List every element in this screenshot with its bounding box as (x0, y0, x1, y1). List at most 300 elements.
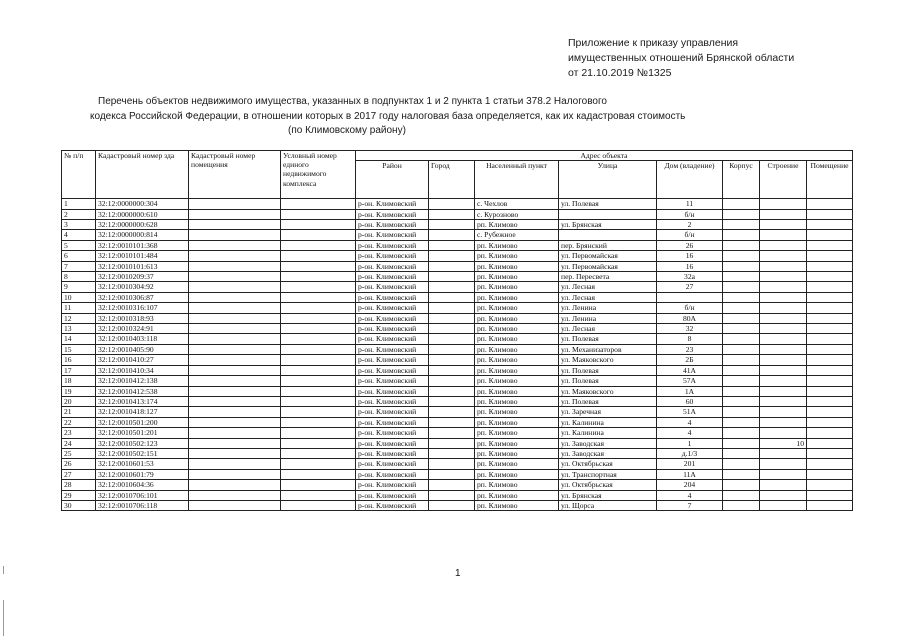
cell-cadastral-number: 32:12:0010405:90 (96, 344, 189, 354)
cell-stroenie (760, 199, 807, 209)
cell-city (429, 376, 475, 386)
cell-korpus (723, 324, 760, 334)
cell-house: 60 (657, 396, 723, 406)
cell-korpus (723, 500, 760, 510)
cell-row-number: 2 (62, 209, 96, 219)
cell-room-cadastral-number (189, 272, 281, 282)
cell-street: ул. Щорса (559, 500, 657, 510)
cell-stroenie (760, 376, 807, 386)
cell-city (429, 334, 475, 344)
cell-house: 41А (657, 365, 723, 375)
cell-house: 26 (657, 240, 723, 250)
cell-district: р-он. Климовский (356, 417, 429, 427)
cell-stroenie (760, 240, 807, 250)
cell-cadastral-number: 32:12:0010502:151 (96, 448, 189, 458)
cell-row-number: 28 (62, 480, 96, 490)
cell-conditional-number (281, 251, 356, 261)
cell-stroenie: 10 (760, 438, 807, 448)
table-row (62, 324, 853, 334)
cell-room-cadastral-number (189, 386, 281, 396)
cell-street: ул. Транспортная (559, 469, 657, 479)
cell-settlement: рп. Климово (475, 355, 559, 365)
cell-stroenie (760, 355, 807, 365)
header-street: Улица (559, 161, 657, 199)
cell-korpus (723, 334, 760, 344)
table-row (62, 480, 853, 490)
cell-row-number: 19 (62, 386, 96, 396)
cell-room-cadastral-number (189, 365, 281, 375)
cell-settlement: рп. Климово (475, 282, 559, 292)
cell-conditional-number (281, 313, 356, 323)
table-row (62, 386, 853, 396)
cell-stroenie (760, 334, 807, 344)
header-cond-num: Условный номер единого недвижимого комплекса (281, 151, 356, 199)
cell-conditional-number (281, 448, 356, 458)
cell-korpus (723, 230, 760, 240)
header-house: Дом (владение) (657, 161, 723, 199)
cell-room-cadastral-number (189, 459, 281, 469)
cell-row-number: 1 (62, 199, 96, 209)
cell-cadastral-number: 32:12:0010501:201 (96, 428, 189, 438)
cell-district: р-он. Климовский (356, 209, 429, 219)
cell-city (429, 230, 475, 240)
cell-cadastral-number: 32:12:0010403:118 (96, 334, 189, 344)
cell-row-number: 5 (62, 240, 96, 250)
cell-pomeschenie (807, 313, 853, 323)
cell-street: ул. Полевая (559, 199, 657, 209)
cell-settlement: рп. Климово (475, 480, 559, 490)
cell-pomeschenie (807, 417, 853, 427)
cell-district: р-он. Климовский (356, 324, 429, 334)
cell-city (429, 292, 475, 302)
cell-house: 32а (657, 272, 723, 282)
cell-city (429, 355, 475, 365)
cell-row-number: 18 (62, 376, 96, 386)
cell-pomeschenie (807, 490, 853, 500)
cell-conditional-number (281, 376, 356, 386)
cell-settlement: рп. Климово (475, 417, 559, 427)
cell-room-cadastral-number (189, 292, 281, 302)
cell-pomeschenie (807, 376, 853, 386)
cell-pomeschenie (807, 220, 853, 230)
property-register-table (61, 150, 853, 511)
cell-row-number: 7 (62, 261, 96, 271)
cell-conditional-number (281, 220, 356, 230)
cell-cadastral-number: 32:12:0010501:200 (96, 417, 189, 427)
cell-pomeschenie (807, 396, 853, 406)
cell-row-number: 29 (62, 490, 96, 500)
cell-city (429, 272, 475, 282)
header-cad-room: Кадастровый номер помещения (189, 151, 281, 199)
cell-house: б/н (657, 230, 723, 240)
cell-conditional-number (281, 272, 356, 282)
cell-settlement: рп. Климово (475, 220, 559, 230)
cell-stroenie (760, 220, 807, 230)
header-cad-building: Кадастровый номер зда (96, 151, 189, 199)
cell-settlement: рп. Климово (475, 396, 559, 406)
cell-room-cadastral-number (189, 220, 281, 230)
cell-district: р-он. Климовский (356, 292, 429, 302)
cell-cadastral-number: 32:12:0010101:368 (96, 240, 189, 250)
cell-room-cadastral-number (189, 448, 281, 458)
cell-pomeschenie (807, 407, 853, 417)
cell-room-cadastral-number (189, 438, 281, 448)
cell-stroenie (760, 272, 807, 282)
cell-settlement: рп. Климово (475, 303, 559, 313)
cell-city (429, 448, 475, 458)
cell-city (429, 407, 475, 417)
cell-room-cadastral-number (189, 313, 281, 323)
cell-house: 4 (657, 428, 723, 438)
cell-city (429, 282, 475, 292)
cell-settlement: рп. Климово (475, 272, 559, 282)
cell-cadastral-number: 32:12:0010101:613 (96, 261, 189, 271)
table-row (62, 355, 853, 365)
cell-conditional-number (281, 459, 356, 469)
cell-korpus (723, 438, 760, 448)
cell-cadastral-number: 32:12:0010502:123 (96, 438, 189, 448)
cell-row-number: 6 (62, 251, 96, 261)
cell-settlement: рп. Климово (475, 459, 559, 469)
cell-street: ул. Заводская (559, 438, 657, 448)
cell-settlement: рп. Климово (475, 386, 559, 396)
cell-street: ул. Брянская (559, 220, 657, 230)
cell-house: 2 (657, 220, 723, 230)
cell-row-number: 23 (62, 428, 96, 438)
cell-row-number: 30 (62, 500, 96, 510)
cell-stroenie (760, 282, 807, 292)
cell-settlement: с. Рубежное (475, 230, 559, 240)
cell-street: ул. Полевая (559, 365, 657, 375)
cell-house: 201 (657, 459, 723, 469)
cell-house: б/н (657, 303, 723, 313)
cell-settlement: рп. Климово (475, 334, 559, 344)
cell-cadastral-number: 32:12:0010418:127 (96, 407, 189, 417)
cell-row-number: 20 (62, 396, 96, 406)
appendix-line-3: от 21.10.2019 №1325 (568, 67, 672, 79)
cell-conditional-number (281, 407, 356, 417)
cell-room-cadastral-number (189, 344, 281, 354)
cell-stroenie (760, 480, 807, 490)
cell-room-cadastral-number (189, 199, 281, 209)
cell-row-number: 25 (62, 448, 96, 458)
cell-district: р-он. Климовский (356, 282, 429, 292)
cell-settlement: рп. Климово (475, 438, 559, 448)
cell-stroenie (760, 459, 807, 469)
cell-pomeschenie (807, 365, 853, 375)
cell-conditional-number (281, 344, 356, 354)
cell-house: 11А (657, 469, 723, 479)
cell-korpus (723, 344, 760, 354)
cell-street: ул. Лесная (559, 282, 657, 292)
cell-cadastral-number: 32:12:0010604:36 (96, 480, 189, 490)
cell-district: р-он. Климовский (356, 355, 429, 365)
cell-city (429, 261, 475, 271)
cell-room-cadastral-number (189, 396, 281, 406)
cell-row-number: 13 (62, 324, 96, 334)
cell-city (429, 469, 475, 479)
table-row (62, 282, 853, 292)
cell-settlement: рп. Климово (475, 469, 559, 479)
table-row (62, 365, 853, 375)
cell-cadastral-number: 32:12:0010706:118 (96, 500, 189, 510)
cell-street: ул. Первомайская (559, 261, 657, 271)
cell-settlement: рп. Климово (475, 490, 559, 500)
cell-street: пер. Брянский (559, 240, 657, 250)
cell-house: 4 (657, 490, 723, 500)
table-row (62, 272, 853, 282)
cell-korpus (723, 272, 760, 282)
cell-korpus (723, 376, 760, 386)
cell-street: ул. Ленина (559, 303, 657, 313)
cell-city (429, 428, 475, 438)
cell-room-cadastral-number (189, 261, 281, 271)
cell-pomeschenie (807, 438, 853, 448)
cell-korpus (723, 240, 760, 250)
cell-cadastral-number: 32:12:0010706:101 (96, 490, 189, 500)
cell-district: р-он. Климовский (356, 344, 429, 354)
header-settlement: Населенный пункт (475, 161, 559, 199)
cell-city (429, 438, 475, 448)
cell-korpus (723, 448, 760, 458)
cell-house: 27 (657, 282, 723, 292)
cell-row-number: 17 (62, 365, 96, 375)
cell-settlement: рп. Климово (475, 365, 559, 375)
cell-district: р-он. Климовский (356, 386, 429, 396)
cell-settlement: рп. Климово (475, 448, 559, 458)
cell-row-number: 3 (62, 220, 96, 230)
cell-city (429, 480, 475, 490)
table-row (62, 334, 853, 344)
table-row (62, 376, 853, 386)
cell-house: 16 (657, 251, 723, 261)
cell-district: р-он. Климовский (356, 230, 429, 240)
cell-room-cadastral-number (189, 251, 281, 261)
table-row (62, 251, 853, 261)
cell-street: ул. Лесная (559, 292, 657, 302)
cell-korpus (723, 261, 760, 271)
cell-street: ул. Первомайская (559, 251, 657, 261)
cell-cadastral-number: 32:12:0000000:304 (96, 199, 189, 209)
cell-conditional-number (281, 230, 356, 240)
cell-room-cadastral-number (189, 376, 281, 386)
cell-district: р-он. Климовский (356, 500, 429, 510)
cell-street: ул. Калинина (559, 428, 657, 438)
table-row (62, 407, 853, 417)
cell-cadastral-number: 32:12:0010101:484 (96, 251, 189, 261)
cell-street: ул. Октябрьская (559, 480, 657, 490)
cell-conditional-number (281, 500, 356, 510)
cell-settlement: рп. Климово (475, 261, 559, 271)
cell-row-number: 27 (62, 469, 96, 479)
cell-house: 80А (657, 313, 723, 323)
cell-cadastral-number: 32:12:0000000:610 (96, 209, 189, 219)
cell-conditional-number (281, 303, 356, 313)
cell-room-cadastral-number (189, 240, 281, 250)
table-row (62, 417, 853, 427)
cell-city (429, 199, 475, 209)
cell-pomeschenie (807, 355, 853, 365)
cell-city (429, 396, 475, 406)
cell-stroenie (760, 292, 807, 302)
cell-room-cadastral-number (189, 324, 281, 334)
table-row (62, 500, 853, 510)
cell-row-number: 24 (62, 438, 96, 448)
header-address: Адрес объекта (356, 151, 853, 161)
cell-pomeschenie (807, 292, 853, 302)
cell-pomeschenie (807, 282, 853, 292)
cell-conditional-number (281, 469, 356, 479)
cell-house: 32 (657, 324, 723, 334)
cell-room-cadastral-number (189, 355, 281, 365)
cell-room-cadastral-number (189, 230, 281, 240)
cell-cadastral-number: 32:12:0010316:107 (96, 303, 189, 313)
cell-conditional-number (281, 355, 356, 365)
cell-pomeschenie (807, 261, 853, 271)
cell-house (657, 292, 723, 302)
cell-house: 204 (657, 480, 723, 490)
cell-stroenie (760, 209, 807, 219)
cell-korpus (723, 386, 760, 396)
cell-korpus (723, 251, 760, 261)
table-row (62, 220, 853, 230)
cell-district: р-он. Климовский (356, 199, 429, 209)
cell-cadastral-number: 32:12:0010410:34 (96, 365, 189, 375)
cell-korpus (723, 428, 760, 438)
table-row (62, 303, 853, 313)
cell-district: р-он. Климовский (356, 469, 429, 479)
cell-conditional-number (281, 396, 356, 406)
cell-stroenie (760, 490, 807, 500)
cell-pomeschenie (807, 386, 853, 396)
cell-stroenie (760, 500, 807, 510)
cell-city (429, 209, 475, 219)
document-title (90, 95, 790, 139)
cell-pomeschenie (807, 459, 853, 469)
cell-korpus (723, 209, 760, 219)
cell-settlement: рп. Климово (475, 313, 559, 323)
table-row (62, 459, 853, 469)
cell-conditional-number (281, 386, 356, 396)
cell-street: ул. Заречная (559, 407, 657, 417)
cell-district: р-он. Климовский (356, 428, 429, 438)
title-line-2: кодекса Российской Федерации, в отношении которых в 2017 году налоговая база определяется, как их кадастровая стоимость (90, 110, 686, 122)
cell-cadastral-number: 32:12:0010304:92 (96, 282, 189, 292)
cell-district: р-он. Климовский (356, 480, 429, 490)
cell-korpus (723, 417, 760, 427)
cell-room-cadastral-number (189, 303, 281, 313)
cell-stroenie (760, 344, 807, 354)
scan-edge-mark (3, 600, 4, 636)
cell-conditional-number (281, 365, 356, 375)
cell-conditional-number (281, 324, 356, 334)
cell-conditional-number (281, 490, 356, 500)
table-row (62, 261, 853, 271)
cell-city (429, 251, 475, 261)
cell-conditional-number (281, 240, 356, 250)
cell-city (429, 417, 475, 427)
cell-korpus (723, 469, 760, 479)
cell-room-cadastral-number (189, 407, 281, 417)
cell-street: ул. Калинина (559, 417, 657, 427)
table-row (62, 490, 853, 500)
cell-conditional-number (281, 334, 356, 344)
header-stroenie: Строение (760, 161, 807, 199)
cell-cadastral-number: 32:12:0000000:814 (96, 230, 189, 240)
cell-korpus (723, 480, 760, 490)
cell-conditional-number (281, 261, 356, 271)
cell-city (429, 500, 475, 510)
cell-house: б/н (657, 209, 723, 219)
cell-settlement: рп. Климово (475, 344, 559, 354)
cell-district: р-он. Климовский (356, 407, 429, 417)
cell-korpus (723, 365, 760, 375)
cell-conditional-number (281, 438, 356, 448)
cell-district: р-он. Климовский (356, 261, 429, 271)
cell-conditional-number (281, 480, 356, 490)
cell-room-cadastral-number (189, 480, 281, 490)
cell-row-number: 15 (62, 344, 96, 354)
cell-district: р-он. Климовский (356, 438, 429, 448)
cell-pomeschenie (807, 480, 853, 490)
cell-stroenie (760, 417, 807, 427)
cell-stroenie (760, 469, 807, 479)
header-district: Район (356, 161, 429, 199)
cell-house: 1 (657, 438, 723, 448)
cell-district: р-он. Климовский (356, 459, 429, 469)
cell-cadastral-number: 32:12:0010209:37 (96, 272, 189, 282)
cell-district: р-он. Климовский (356, 448, 429, 458)
cell-pomeschenie (807, 500, 853, 510)
cell-street: ул. Полевая (559, 376, 657, 386)
page-number: 1 (455, 568, 461, 579)
cell-district: р-он. Климовский (356, 272, 429, 282)
cell-stroenie (760, 396, 807, 406)
cell-street: ул. Лесная (559, 324, 657, 334)
cell-city (429, 344, 475, 354)
cell-pomeschenie (807, 448, 853, 458)
cell-stroenie (760, 261, 807, 271)
cell-korpus (723, 313, 760, 323)
table-row (62, 396, 853, 406)
cell-house: 23 (657, 344, 723, 354)
cell-settlement: рп. Климово (475, 251, 559, 261)
cell-street: ул. Механизаторов (559, 344, 657, 354)
cell-conditional-number (281, 282, 356, 292)
cell-street: ул. Ленина (559, 313, 657, 323)
appendix-header (568, 36, 794, 81)
cell-city (429, 459, 475, 469)
cell-settlement: рп. Климово (475, 240, 559, 250)
cell-korpus (723, 220, 760, 230)
cell-row-number: 12 (62, 313, 96, 323)
cell-house: 51А (657, 407, 723, 417)
cell-conditional-number (281, 417, 356, 427)
cell-street: ул. Маяковского (559, 386, 657, 396)
cell-settlement: рп. Климово (475, 324, 559, 334)
cell-korpus (723, 459, 760, 469)
cell-street: ул. Октябрьская (559, 459, 657, 469)
scan-edge-mark (3, 566, 4, 574)
cell-district: р-он. Климовский (356, 490, 429, 500)
cell-row-number: 9 (62, 282, 96, 292)
table-row (62, 438, 853, 448)
cell-district: р-он. Климовский (356, 376, 429, 386)
cell-district: р-он. Климовский (356, 313, 429, 323)
cell-street (559, 230, 657, 240)
cell-conditional-number (281, 428, 356, 438)
cell-settlement: рп. Климово (475, 428, 559, 438)
